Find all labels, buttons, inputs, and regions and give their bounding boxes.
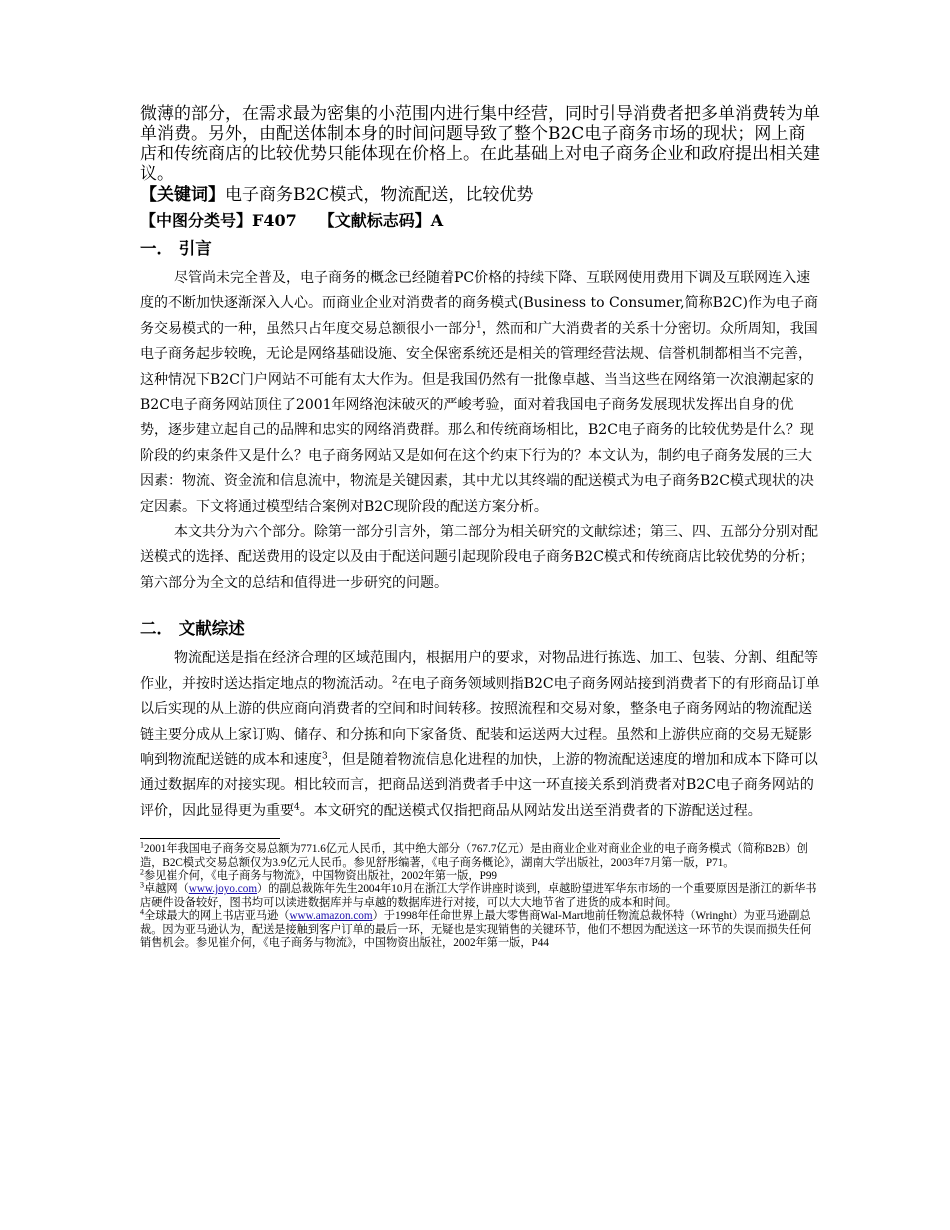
paragraph-text: 尽管尚未完全普及，电子商务的概念已经随着PC价格的持续下降、互联网使用费用下调及互联网连入速度的不断加快逐渐深入人心。而商业企业对消费者的商务模式(Business to Consumer,简称B2C)作为电子商务交易模式的一种，虽然只占年度交易总额很小一部分: [140, 270, 818, 337]
footnote-text: 全球最大的网上书店亚马逊（: [144, 910, 290, 923]
paragraph-text: 在电子商务领域则指B2C电子商务网站接到消费者下的有形商品订单以后实现的从上游的供应商向消费者的空间和时间转移。按照流程和交易对象，整条电子商务网站的物流配送链主要分成从上家订购、储存、和分拣和向下家备货、配装和运送两大过程。虽然和上游供应商的交易无疑影响到物流配送链的成本和速度: [140, 675, 820, 768]
keywords-label: 【关键词】: [140, 185, 225, 205]
keywords-text: 电子商务B2C模式，物流配送，比较优势: [225, 185, 534, 205]
abstract-section: [140, 104, 820, 184]
classification-label: 【中图分类号】: [140, 211, 253, 230]
footnote-text: 2001年我国电子商务交易总额为771.6亿元人民币，其中绝大部分（767.7亿元）是由商业企业对商业企业的电子商务模式（简称B2B）创造，B2C模式交易总额仅为3.9亿元人民币。参见舒彤编著，《电子商务概论》，湖南大学出版社，2003年7月第一版，P71。: [140, 843, 808, 869]
doc-code-value: A: [430, 211, 444, 230]
footnote-ref-1[interactable]: 1: [476, 320, 482, 331]
paragraph-text: ，然而和广大消费者的关系十分密切。众所周知，我国电子商务起步较晚，无论是网络基础设施、安全保密系统还是相关的管理经营法规、信誉机制都相当不完善，这种情况下B2C门户网站不可能有太大作为。但是我国仍然有一批像卓越、当当这些在网络第一次浪潮起家的B2C电子商务网站顶住了2001年网络泡沫破灭的严峻考验，面对着我国电子商务发展现状发挥出自身的优势，逐步建立起自己的品牌和忠实的网络消费群。那么和传统商场相比，B2C电子商务的比较优势是什么？现阶段的约束条件又是什么？电子商务网站又是如何在这个约束下行为的？本文认为，制约电子商务发展的三大因素：物流、资金流和信息流中，物流是关键因素，其中尤以其终端的配送模式为电子商务B2C模式现状的决定因素。下文将通过模型结合案例对B2C现阶段的配送方案分析。: [140, 320, 818, 515]
footnote-4: [140, 907, 820, 950]
section-1-paragraph-2: 本文共分为六个部分。除第一部分引言外，第二部分为相关研究的文献综述；第三、四、五部分分别对配送模式的选择、配送费用的设定以及由于配送问题引起现阶段电子商务B2C模式和传统商店比较优势的分析；第六部分为全文的总结和值得进一步研究的问题。: [140, 524, 818, 591]
section-2-body: [140, 646, 820, 824]
section-1-body: [140, 266, 820, 596]
footnote-ref-4[interactable]: 4: [294, 802, 300, 813]
footnote-mark: 3: [140, 880, 144, 890]
footnote-text: 卓越网（: [144, 883, 189, 896]
footnote-text: ）于1998年任命世界上最大零售商Wal-Mart地前任物流总裁怀特（Wringht）为亚马逊副总裁。因为亚马逊认为，配送是接触到客户订单的最后一环，无疑也是实现销售的关键环节，他们不想因为配送这一环节的失误而损失任何销售机会。参见崔介何，《电子商务与物流》，中国物资出版社，2002年第一版，P44: [140, 910, 812, 949]
footnote-3: [140, 880, 820, 910]
footnote-mark: 2: [140, 867, 144, 877]
section-1-title: 一． 引言: [140, 239, 212, 258]
paragraph-text: 物流配送是指在经济合理的区域范围内，根据用户的要求，对物品进行拣选、加工、包装、分割、组配等作业，并按时送达指定地点的物流活动。: [140, 650, 818, 692]
section-2-paragraph-1: [140, 646, 820, 824]
footnote-text: ）的副总裁陈年先生2004年10月在浙江大学作讲座时谈到，卓越盼望进军华东市场的一个重要原因是浙江的新华书店硬件设备较好，图书均可以读进数据库并与卓越的数据库进行对接，可以大大地节省了进货的成本和时间。: [140, 883, 817, 909]
section-1-paragraph-1: [140, 266, 820, 520]
footnote-ref-2[interactable]: 2: [392, 675, 398, 686]
abstract-text: 微薄的部分，在需求最为密集的小范围内进行集中经营，同时引导消费者把多单消费转为单单消费。另外，由配送体制本身的时间问题导致了整个B2C电子商务市场的现状；网上商店和传统商店的比较优势只能体现在价格上。在此基础上对电子商务企业和政府提出相关建议。: [140, 104, 820, 184]
footnote-1: [140, 840, 820, 870]
footnotes: [140, 840, 820, 950]
footnote-mark: 4: [140, 907, 144, 917]
footnote-ref-3[interactable]: 3: [322, 751, 328, 762]
joyo-link[interactable]: www.joyo.com: [188, 883, 258, 896]
classification-value: F407: [252, 211, 297, 230]
footnote-separator: [140, 838, 280, 839]
classification-line: [140, 210, 820, 232]
section-2-title: 二． 文献综述: [140, 619, 245, 639]
paragraph-text: 。本文研究的配送模式仅指把商品从网站发出送至消费者的下游配送过程。: [299, 802, 762, 819]
paragraph-text: ，但是随着物流信息化进程的加快，上游的物流配送速度的增加和成本下降可以通过数据库的对接实现。相比较而言，把商品送到消费者手中这一环直接关系到消费者对B2C电子商务网站的评价，因此显得更为重要: [140, 751, 818, 819]
document-page: [140, 104, 820, 950]
doc-code-label: 【文献标志码】: [318, 211, 431, 230]
footnote-text: 参见崔介何，《电子商务与物流》，中国物资出版社，2002年第一版，P99: [144, 869, 498, 882]
footnote-2: [140, 867, 820, 883]
footnote-mark: 1: [140, 840, 144, 850]
keywords-line: [140, 184, 820, 206]
amazon-link[interactable]: www.amazon.com: [289, 910, 373, 923]
